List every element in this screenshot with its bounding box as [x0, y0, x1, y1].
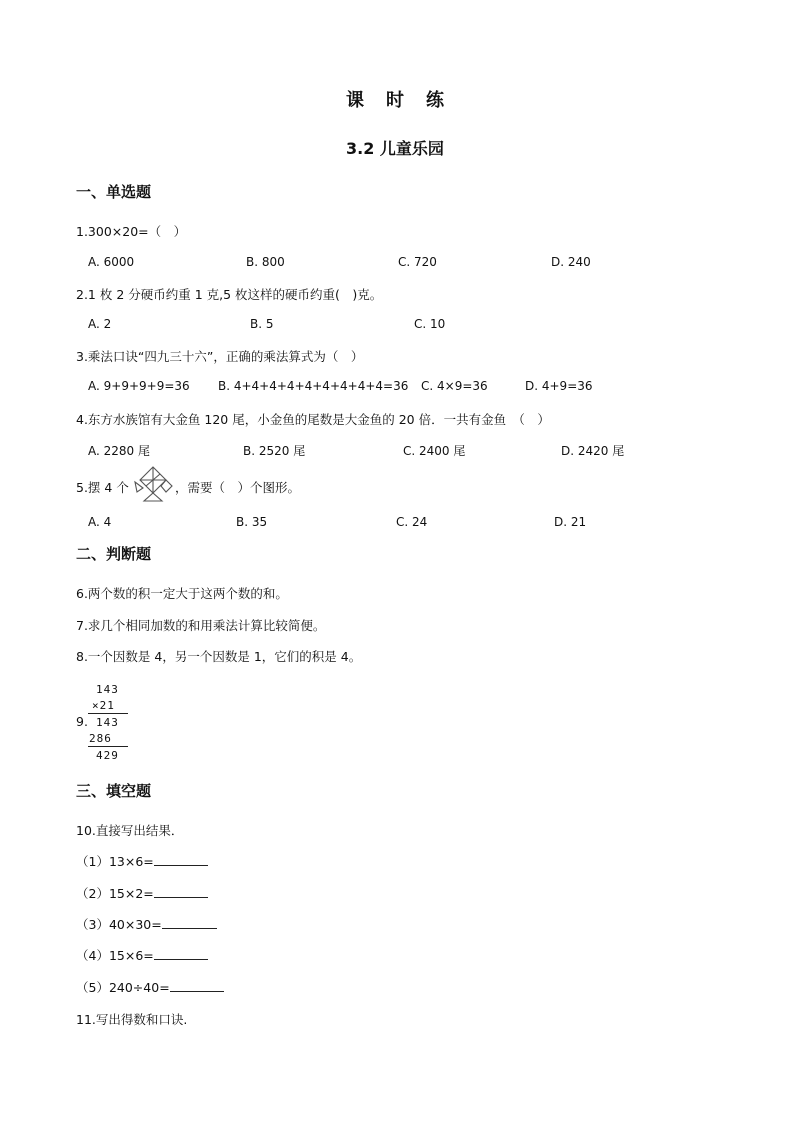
fill-item-1 [76, 852, 208, 870]
question-4: 4.东方水族馆有大金鱼 120 尾，小金鱼的尾数是大金鱼的 20 倍．一共有金鱼 （ ） [76, 412, 550, 427]
calc-line-1: 143 [96, 683, 119, 696]
fill-item-3-label: （3）40×30= [76, 917, 162, 932]
fill-item-2-label: （2）15×2= [76, 886, 154, 901]
q4-option-a[interactable]: A. 2280 尾 [88, 444, 150, 458]
question-2: 2.1 枚 2 分硬币约重 1 克,5 枚这样的硬币约重( )克。 [76, 287, 383, 302]
q5-option-a[interactable]: A. 4 [88, 515, 112, 529]
question-10: 10.直接写出结果． [76, 823, 184, 838]
q3-option-b[interactable]: B. 4+4+4+4+4+4+4+4+4=36 [218, 379, 409, 393]
section-heading-true-false: 二、判断题 [76, 545, 152, 563]
calc-line-2: ×21 [92, 699, 115, 712]
fill-item-5 [76, 978, 224, 996]
question-6: 6.两个数的积一定大于这两个数的和。 [76, 586, 288, 601]
fill-item-3 [76, 915, 217, 933]
q4-option-c[interactable]: C. 2400 尾 [403, 444, 466, 458]
section-heading-single-choice: 一、单选题 [76, 183, 152, 201]
q1-option-b[interactable]: B. 800 [246, 255, 285, 269]
q2-option-b[interactable]: B. 5 [250, 317, 274, 331]
question-7: 7.求几个相同加数的和用乘法计算比较简便。 [76, 618, 326, 633]
fill-item-4 [76, 946, 208, 964]
q3-option-d[interactable]: D. 4+9=36 [525, 379, 593, 393]
question-3: 3.乘法口诀“四九三十六”，正确的乘法算式为（ ） [76, 349, 364, 364]
answer-blank-3[interactable] [162, 916, 217, 929]
q1-option-a[interactable]: A. 6000 [88, 255, 135, 269]
answer-blank-2[interactable] [154, 885, 208, 898]
question-11: 11.写出得数和口诀. [76, 1012, 188, 1027]
answer-blank-5[interactable] [170, 979, 224, 992]
q5-option-d[interactable]: D. 21 [554, 515, 587, 529]
q5-option-c[interactable]: C. 24 [396, 515, 428, 529]
calc-line-5: 429 [96, 749, 119, 762]
q5-option-b[interactable]: B. 35 [236, 515, 268, 529]
question-8: 8.一个因数是 4，另一个因数是 1，它们的积是 4。 [76, 649, 362, 664]
calc-line-4: 286 [89, 732, 112, 745]
question-5-suffix: ，需要（ ）个图形。 [175, 480, 301, 495]
fill-item-1-label: （1）13×6= [76, 854, 154, 869]
q1-option-d[interactable]: D. 240 [551, 255, 591, 269]
page-title: 课 时 练 [346, 90, 446, 111]
fill-item-4-label: （4）15×6= [76, 948, 154, 963]
calc-rule-2 [88, 746, 128, 747]
calc-rule-1 [88, 713, 128, 714]
q2-option-a[interactable]: A. 2 [88, 317, 112, 331]
section-heading-fill-in: 三、填空题 [76, 782, 152, 800]
q4-option-d[interactable]: D. 2420 尾 [561, 444, 625, 458]
q1-option-c[interactable]: C. 720 [398, 255, 437, 269]
answer-blank-1[interactable] [154, 853, 208, 866]
q4-option-b[interactable]: B. 2520 尾 [243, 444, 306, 458]
q2-option-c[interactable]: C. 10 [414, 317, 446, 331]
question-1: 1.300×20=（ ） [76, 224, 187, 239]
question-9-label: 9. [76, 714, 88, 729]
calc-line-3: 143 [96, 716, 119, 729]
q3-option-c[interactable]: C. 4×9=36 [421, 379, 488, 393]
fill-item-5-label: （5）240÷40= [76, 980, 170, 995]
question-5-prefix: 5.摆 4 个 [76, 480, 129, 495]
q3-option-a[interactable]: A. 9+9+9+9=36 [88, 379, 190, 393]
fill-item-2 [76, 884, 208, 902]
answer-blank-4[interactable] [154, 947, 208, 960]
page-subtitle: 3.2 儿童乐园 [346, 139, 444, 158]
tangram-figure-icon [133, 466, 173, 502]
